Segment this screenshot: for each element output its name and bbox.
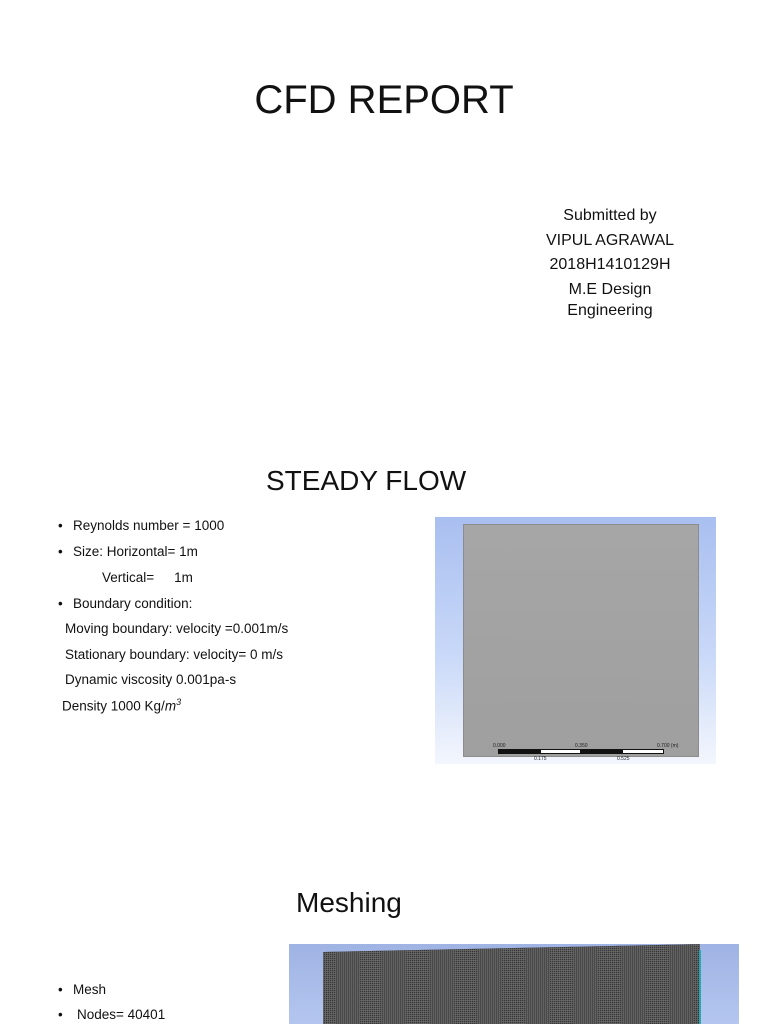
discipline-line: Engineering (567, 302, 653, 319)
meshing-heading: Meshing (296, 887, 402, 918)
moving-boundary-text: Moving boundary: velocity =0.001m/s (65, 621, 289, 636)
submitted-by-label: Submitted by (563, 207, 657, 224)
stationary-boundary-text: Stationary boundary: velocity= 0 m/s (65, 647, 283, 662)
student-id: 2018H1410129H (549, 256, 671, 273)
size-vertical-line (102, 570, 193, 585)
reynolds-number-text: Reynolds number = 1000 (73, 518, 225, 533)
list-item (58, 1007, 165, 1022)
size-vertical-label: Vertical= (102, 570, 155, 585)
author-name: VIPUL AGRAWAL (545, 231, 675, 249)
density-unit-exponent: 3 (176, 697, 182, 707)
scale-label: 0.525 (617, 756, 630, 762)
nodes-count-text: Nodes= 40401 (77, 1007, 166, 1022)
dynamic-viscosity-text: Dynamic viscosity 0.001pa-s (65, 672, 237, 687)
mesh-text: Mesh (73, 982, 107, 997)
density-text: Density 1000 Kg/ (62, 698, 165, 714)
square-cavity-domain (463, 524, 699, 757)
list-item (58, 518, 224, 533)
report-title: CFD REPORT (254, 78, 514, 122)
mesh-image (289, 944, 739, 1024)
size-horizontal-text: Size: Horizontal= 1m (73, 544, 198, 559)
bullet: • (58, 518, 63, 533)
size-vertical-value: 1m (174, 570, 193, 585)
domain-geometry-image (435, 517, 716, 764)
degree-line: M.E Design (568, 280, 652, 298)
list-item (58, 982, 106, 997)
scale-label: 0.700 (m) (657, 743, 679, 749)
list-item (58, 596, 192, 611)
scale-label: 0.350 (575, 743, 588, 749)
structured-mesh-grid (323, 944, 700, 1024)
bullet: • (58, 1007, 63, 1022)
scale-label: 0.000 (493, 743, 506, 749)
density-unit-base: m (164, 698, 177, 714)
submitted-by-block (540, 204, 680, 324)
steady-flow-heading: STEADY FLOW (266, 465, 467, 496)
scale-label: 0.175 (534, 756, 547, 762)
mesh-boundary-edge (699, 950, 701, 1024)
bullet: • (58, 544, 63, 559)
density-line (62, 697, 181, 714)
bullet: • (58, 596, 63, 611)
bullet: • (58, 982, 63, 997)
boundary-condition-text: Boundary condition: (73, 596, 193, 611)
list-item (58, 544, 198, 559)
